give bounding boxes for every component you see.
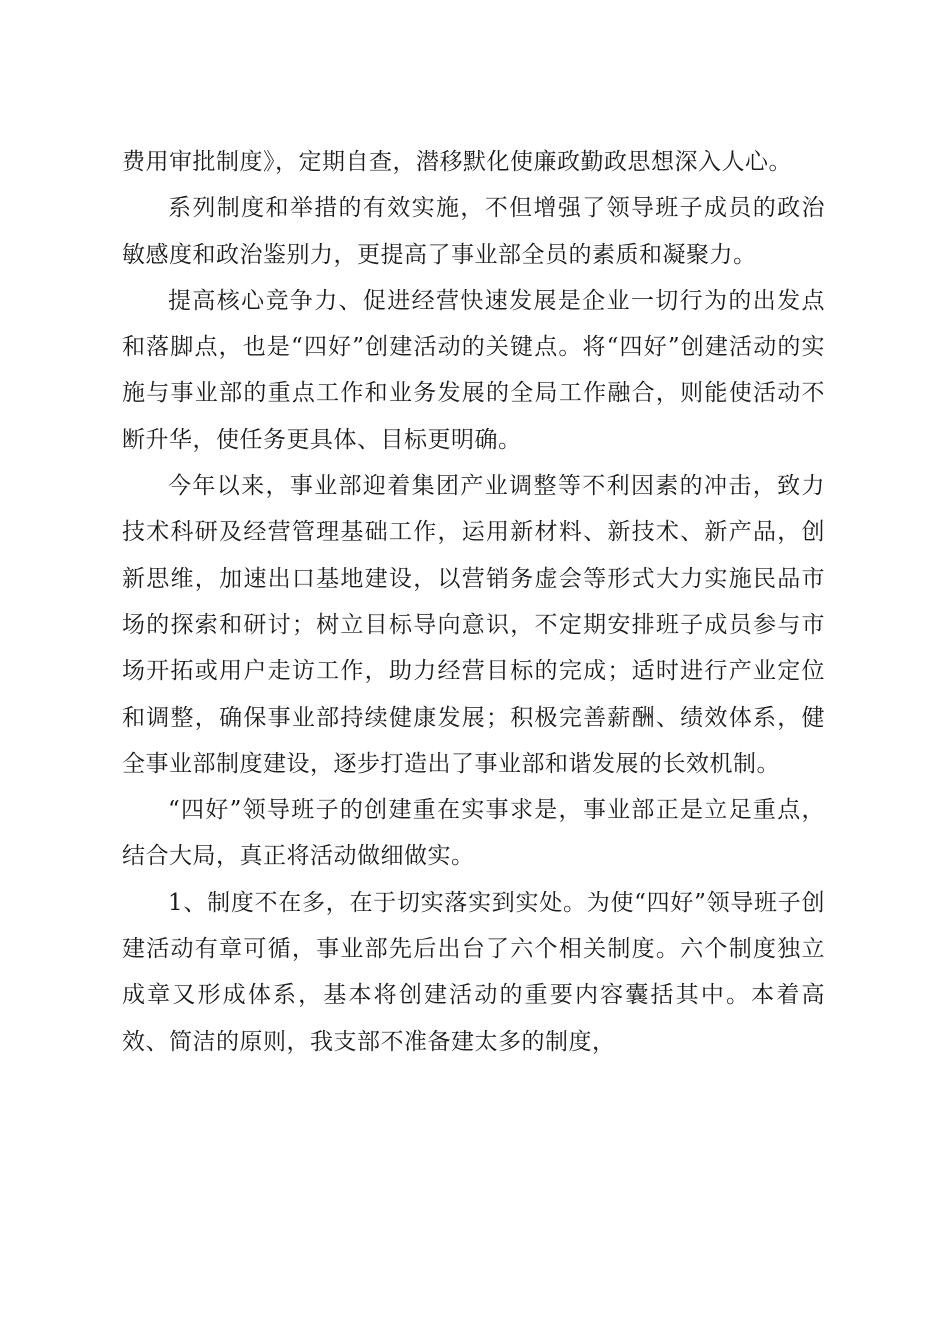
document-body [122, 139, 825, 1065]
paragraph-3: 提高核心竞争力、促进经营快速发展是企业一切行为的出发点和落脚点，也是“四好”创建活动的关键点。将“四好”创建活动的实施与事业部的重点工作和业务发展的全局工作融合，则能使活动不断升华，使任务更具体、目标更明确。 [122, 287, 825, 453]
paragraph-5: “四好”领导班子的创建重在实事求是，事业部正是立足重点，结合大局，真正将活动做细做实。 [122, 797, 825, 870]
paragraph-2: 系列制度和举措的有效实施，不但增强了领导班子成员的政治敏感度和政治鉴别力，更提高了事业部全员的素质和凝聚力。 [122, 195, 825, 268]
paragraph-4: 今年以来，事业部迎着集团产业调整等不利因素的冲击，致力技术科研及经营管理基础工作，运用新材料、新技术、新产品，创新思维，加速出口基地建设，以营销务虚会等形式大力实施民品市场的探索和研讨；树立目标导向意识，不定期安排班子成员参与市场开拓或用户走访工作，助力经营目标的完成；适时进行产业定位和调整，确保事业部持续健康发展；积极完善薪酬、绩效体系，健全事业部制度建设，逐步打造出了事业部和谐发展的长效机制。 [122, 473, 825, 777]
paragraph-6: 1、制度不在多，在于切实落实到实处。为使“四好”领导班子创建活动有章可循，事业部先后出台了六个相关制度。六个制度独立成章又形成体系，基本将创建活动的重要内容囊括其中。本着高效、简洁的原则，我支部不准备建太多的制度， [122, 889, 825, 1055]
paragraph-1: 费用审批制度》，定期自查，潜移默化使廉政勤政思想深入人心。 [122, 149, 792, 175]
